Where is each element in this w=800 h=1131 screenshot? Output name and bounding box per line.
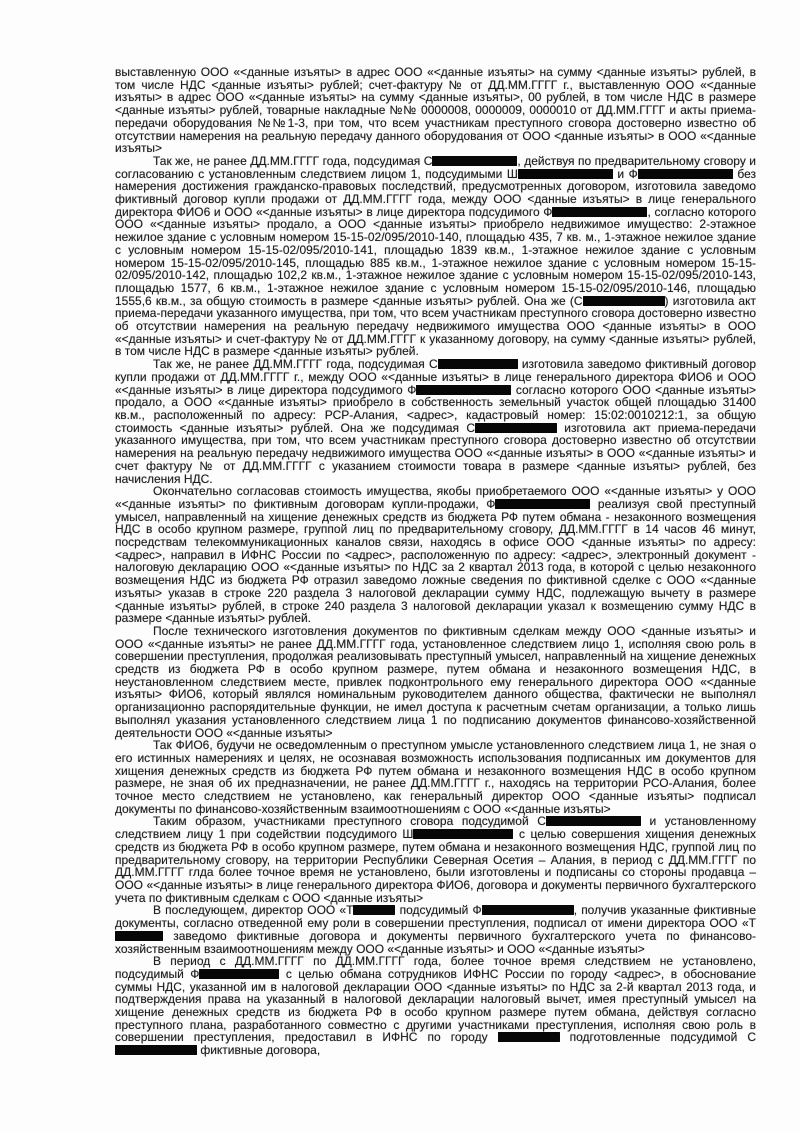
redaction-bar [353, 905, 395, 915]
redaction-bar [413, 829, 513, 839]
paragraph: Так же, не ранее ДД.ММ.ГГГГ года, подсудимая С изготовила заведомо фиктивный договор купли продажи от ДД.ММ.ГГГГ г., между ООО «<данные изъяты> в лице генерального директора ФИО6 и ООО «<данные изъяты> в лице директора подсудимого Ф согласно которого ООО <данные изъяты> продало, а ООО «<данные изъяты> приобрело в собственность земельный участок общей площадью 31400 кв.м., расположенный по адресу: РСР-Алания, <адрес>, кадастровый номер: 15:02:0010212:1, за общую стоимость <данные изъяты> рублей. Она же подсудимая С изготовила акт приема-передачи указанного имущества, при том, что всем участникам преступного сговора достоверно известно об отсутствии намерения на реальную передачу недвижимого имущества ООО «<данные изъяты> в ООО «<данные изъяты> и счет фактуру № от ДД.ММ.ГГГГ с указанием стоимости товара в размере <данные изъяты> рублей, без начисления НДС. [115, 357, 756, 486]
paragraph: В последующем, директор ООО «Т подсудимый Ф , получив указанные фиктивные документы, согласно отведенной ему роли в совершении преступления, подписал от имени директора ООО «Т заведомо фиктивные договора и документы первичного бухгалтерского учета по финансово-хозяйственным взаимоотношениям между ООО «<данные изъяты> и ООО «<данные изъяты> [115, 903, 757, 956]
paragraph: Так же, не ранее ДД.ММ.ГГГГ года, подсудимая С , действуя по предварительному сговору и согласованию с установленным следствием лицом 1, подсудимыми Ш и Ф без намерения достижения гражданско-правовых последствий, предусмотренных договором, изготовила заведомо фиктивный договор купли продажи от ДД.ММ.ГГГГ года, между ООО <данные изъяты> в лице генерального директора ФИО6 и ООО «<данные изъяты> в лице директора подсудимого Ф , согласно которого ООО «<данные изъяты> продало, а ООО <данные изъяты> приобрело недвижимое имущество: 2-этажное нежилое здание с условным номером 15-15-02/095/2010-140, площадью 435, 7 кв. м., 1-этажное нежилое здание с условным номером 15-15-02/095/2010-141, площадью 1839 кв.м., 1-этажное нежилое здание с условным номером 15-15-02/095/2010-145, площадью 885 кв.м., 1-этажное нежилое здание с условным номером 15-15-02/095/2010-142, площадью 102,2 кв.м., 1-этажное нежилое здание с условным номером 15-15-02/095/2010-143, площадью 1577, 6 кв.м., 1-этажное нежилое здание с условным номером 15-15-02/095/2010-146, площадью 1555,6 кв.м., за общую стоимость в размере <данные изъяты> рублей. Она же (С ) изготовила акт приема-передачи указанного имущества, при том, что всем участникам преступного сговора достоверно известно об отсутствии намерения на реальную передачу недвижимого имущества ООО <данные изъяты> в ООО «<данные изъяты> и счет-фактуру № от ДД.ММ.ГГГГ к указанному договору, на сумму <данные изъяты> рублей, в том числе НДС в размере <данные изъяты> рублей. [115, 153, 757, 359]
redaction-bar [495, 499, 590, 509]
redaction-bar [638, 169, 733, 179]
redaction-bar [199, 969, 279, 979]
paragraph: Таким образом, участниками преступного сговора подсудимой С и установленному следствием лицу 1 при содействии подсудимого Ш с целью совершения хищения денежных средств из бюджета РФ в особо крупном размере, путем обмана и незаконного возмещения НДС, группой лиц по предварительному сговору, на территории Республики Северная Осетия – Алания, в период с ДД.ММ.ГГГГ по ДД.ММ.ГГГГ глда более точное время не установлено, были изготовлены и подписаны со стороны продавца – ООО «<данные изъяты> в лице генерального директора ФИО6, договора и документы первичного бухгалтерского учета по фиктивным сделкам с ООО <данные изъяты> [115, 814, 757, 905]
redaction-bar [482, 905, 574, 915]
redaction-bar [518, 169, 613, 179]
redaction-bar [416, 385, 511, 395]
redaction-bar [498, 1032, 560, 1042]
document-body [115, 66, 756, 1057]
redaction-bar [115, 1045, 197, 1055]
redaction-bar [546, 816, 641, 826]
redaction-bar [583, 296, 665, 306]
paragraph: Так ФИО6, будучи не осведомленным о преступном умысле установленного следствием лица 1, не зная о его истинных намерениях и целях, не осознавая возможность использования подписанных им документов для хищения денежных средств из бюджета РФ путем обмана и незаконного возмещения НДС в особо крупном размере, не зная об их предназначении, не ранее ДД.ММ.ГГГГ г., находясь на территории РСО-Алания, более точное место следствием не установлено, как генеральный директор ООО <данные изъяты> подписал документы по финансово-хозяйственным взаимоотношениям с ООО «<данные изъяты> [115, 738, 756, 816]
redaction-bar [552, 207, 647, 217]
paragraph: В период с ДД.ММ.ГГГГ по ДД.ММ.ГГГГ года, более точное время следствием не установлено, подсудимый Ф с целью обмана сотрудников ИФНС России по городу <адрес>, в обоснование суммы НДС, указанной им в налоговой декларации ООО <данные изъяты> по НДС за 2-й квартал 2013 года, и подтверждения права на указанный в налоговой декларации налоговый вычет, имея преступный умысел на хищение денежных средств из бюджета РФ в особо крупном размере путем обмана, действуя согласно преступного плана, разработанного совместно с другими участниками преступления, исполняя свою роль в совершении преступления, предоставил в ИФНС по городу подготовленные подсудимой С фиктивные договора, [115, 954, 756, 1058]
redaction-bar [475, 423, 557, 433]
redaction-bar [432, 156, 517, 166]
paragraph: После технического изготовления документов по фиктивным сделкам между ООО <данные изъяты> и ООО «<данные изъяты> не ранее ДД.ММ.ГГГГ года, установленное следствием лицо 1, исполняя свою роль в совершении преступления, продолжая реализовывать преступный умысел, направленный на хищение денежных средств из бюджета РФ в особо крупном размере, путем обмана и незаконного возмещения НДС, в неустановленном следствием месте, привлек подконтрольного ему генерального директора ООО «<данные изъяты> ФИО6, который являлся номинальным руководителем данного общества, фактически не выполнял организационно распорядительные функции, не имел доступа к расчетным счетам организации, а только лишь выполнял указания установленного следствием лица 1 по подписанию документов финансово-хозяйственной деятельности ООО «<данные изъяты> [115, 623, 756, 740]
redaction-bar [115, 931, 163, 941]
paragraph: Окончательно согласовав стоимость имущества, якобы приобретаемого ООО «<данные изъяты> у ООО «<данные изъяты> по фиктивным договорам купли-продажи, Ф реализуя свой преступный умысел, направленный на хищение денежных средств из бюджета РФ путем обмана - незаконного возмещения НДС в особо крупном размере, группой лиц по предварительному сговору, ДД.ММ.ГГГГ в 14 часов 46 минут, посредствам телекоммуникационных каналов связи, находясь в офисе ООО <данные изъяты> по адресу: <адрес>, направил в ИФНС России по <адрес>, расположенную по адресу: <адрес>, электронный документ - налоговую декларацию ООО «<данные изъяты> по НДС за 2 квартал 2013 года, в которой с целью незаконного возмещения НДС из бюджета РФ отразил заведомо ложные сведения по фиктивной сделке с ООО «<данные изъяты> указав в строке 220 раздела 3 налоговой декларации сумму НДС, подлежащую вычету в размере <данные изъяты> рублей, в строке 240 раздела 3 налоговой декларации указал к возмещению сумму НДС в размере <данные изъяты> рублей. [115, 484, 756, 626]
paragraph: выставленную ООО «<данные изъяты> в адрес ООО «<данные изъяты> на сумму <данные изъяты> рублей, в том числе НДС <данные изъяты> рублей; счет-фактуру № от ДД.ММ.ГГГГ г., выставленную ООО «<данные изъяты> в адрес ООО «<данные изъяты> на сумму <данные изъяты>, 00 рублей, в том числе НДС в размере <данные изъяты> рублей, товарные накладные №№ 0000008, 0000009, 0000010 от ДД.ММ.ГГГГ и акты приема-передачи оборудования №№1-3, при том, что всем участникам преступного сговора достоверно известно об отсутствии намерения на реальную передачу данного оборудования от ООО <данные изъяты> в ООО «<данные изъяты> [115, 65, 756, 156]
redaction-bar [438, 359, 518, 369]
